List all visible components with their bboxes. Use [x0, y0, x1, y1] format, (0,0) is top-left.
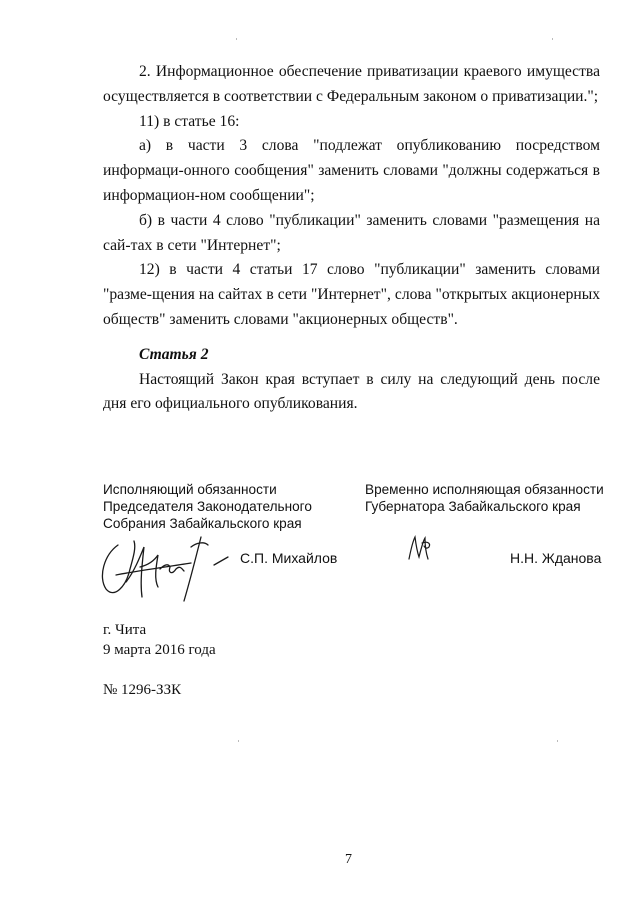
paragraph: 2. Информационное обеспечение приватизации краевого имущества осуществляется в соответствии с Федеральным законом о приватизации."; [103, 63, 600, 105]
scan-speck [238, 740, 239, 742]
law-body-text [103, 60, 600, 417]
signatory-title-line: Временно исполняющая обязанности [365, 482, 604, 497]
paragraph: а) в части 3 слова "подлежат опубликованию посредством информаци-онного сообщения" заменить словами "должны содержаться в информацион-ном сообщении"; [103, 137, 600, 204]
place-and-date [103, 620, 216, 660]
paragraph: 11) в статье 16: [139, 112, 240, 130]
article-text: Настоящий Закон края вступает в силу на следующий день после дня его официального опубликования. [103, 370, 600, 413]
scan-speck [236, 38, 237, 40]
page-number: 7 [345, 852, 352, 867]
paragraph: 12) в части 4 статьи 17 слово "публикации" заменить словами "разме-щения на сайтах в сети "Интернет", слова "открытых акционерных обществ" заменить словами "акционерных обществ". [103, 261, 600, 328]
paragraph: б) в части 4 слово "публикации" заменить словами "размещения на сай-тах в сети "Интернет"; [103, 211, 600, 254]
signatory-title-line: Исполняющий обязанности [103, 482, 277, 497]
signatory-title-line: Собрания Забайкальского края [103, 516, 302, 531]
handwritten-signature-right [405, 533, 435, 563]
article-heading: Статья 2 [139, 345, 209, 363]
signatory-right-name: Н.Н. Жданова [510, 550, 602, 566]
signatory-left-title [103, 481, 353, 532]
signatory-right-title [365, 481, 615, 515]
signatory-title-line: Губернатора Забайкальского края [365, 499, 581, 514]
signatory-title-line: Председателя Законодательного [103, 499, 312, 514]
handwritten-signature-left [96, 527, 246, 607]
law-number: № 1296-ЗЗК [103, 682, 182, 698]
signatory-left-name: С.П. Михайлов [240, 550, 338, 566]
scan-speck [552, 38, 553, 40]
place: г. Чита [103, 622, 147, 638]
date: 9 марта 2016 года [103, 642, 216, 658]
scan-speck [557, 740, 558, 742]
